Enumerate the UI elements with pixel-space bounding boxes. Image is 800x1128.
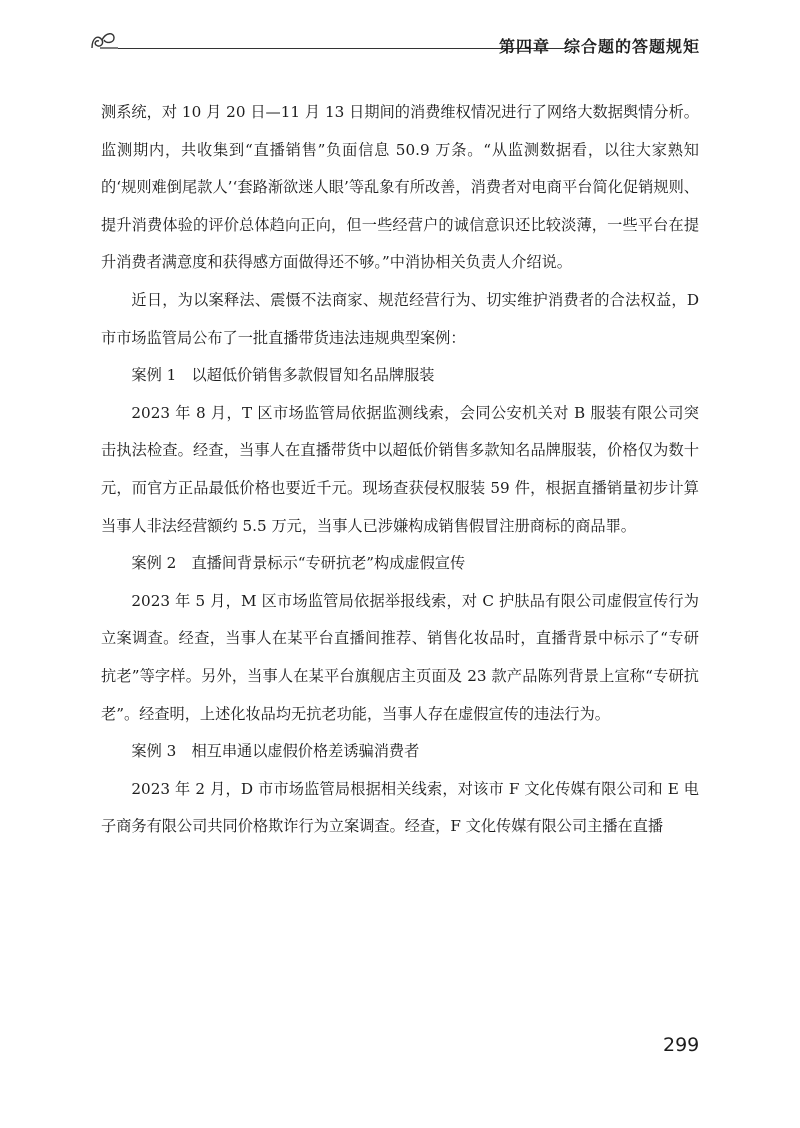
- leaf-ornament-icon: [88, 28, 122, 56]
- header-rule: [118, 48, 565, 49]
- paragraph: 近日，为以案释法、震慑不法商家、规范经营行为、切实维护消费者的合法权益，D 市市场监管局公布了一批直播带货违法违规典型案例：: [101, 290, 699, 347]
- running-header: [88, 28, 700, 58]
- case-heading: 案例 1 以超低价销售多款假冒知名品牌服装: [131, 366, 435, 385]
- paragraph: 2023 年 8 月，T 区市场监管局依据监测线索，会同公安机关对 B 服装有限公司突击执法检查。经查，当事人在直播带货中以超低价销售多款知名品牌服装，价格仅为数十元，而官方正品最低价格也要近千元。现场查获侵权服装 59 件，根据直播销量初步计算当事人非法经营额约 5.5 万元，当事人已涉嫌构成销售假冒注册商标的商品罪。: [101, 403, 699, 535]
- paragraph: 2023 年 5 月，M 区市场监管局依据举报线索，对 C 护肤品有限公司虚假宣传行为立案调查。经查，当事人在某平台直播间推荐、销售化妆品时，直播背景中标示了“专研抗老”等字样。另外，当事人在某平台旗舰店主页面及 23 款产品陈列背景上宣称“专研抗老”。经查明，上述化妆品均无抗老功能，当事人存在虚假宣传的违法行为。: [101, 591, 699, 723]
- chapter-number: 第四章: [498, 37, 550, 56]
- chapter-title: [499, 34, 700, 57]
- paragraph: 2023 年 2 月，D 市市场监管局根据相关线索，对该市 F 文化传媒有限公司和 E 电子商务有限公司共同价格欺诈行为立案调查。经查，F 文化传媒有限公司主播在直播: [101, 779, 699, 836]
- paragraph: 测系统，对 10 月 20 日—11 月 13 日期间的消费维权情况进行了网络大数据舆情分析。监测期内，共收集到“直播销售”负面信息 50.9 万条。“从监测数据看，以往大家熟知的‘规则难倒尾款人’‘套路渐欲迷人眼’等乱象有所改善，消费者对电商平台简化促销规则、提升消费体验的评价总体趋向正向，但一些经营户的诚信意识还比较淡薄，一些平台在提升消费者满意度和获得感方面做得还不够。”中消协相关负责人介绍说。: [101, 103, 699, 272]
- page-number: 299: [663, 1034, 700, 1056]
- case-heading: 案例 3 相互串通以虚假价格差诱骗消费者: [131, 742, 420, 761]
- body-text: [101, 94, 699, 846]
- case-heading: 案例 2 直播间背景标示“专研抗老”构成虚假宣传: [131, 554, 466, 573]
- chapter-name: 综合题的答题规矩: [563, 37, 700, 56]
